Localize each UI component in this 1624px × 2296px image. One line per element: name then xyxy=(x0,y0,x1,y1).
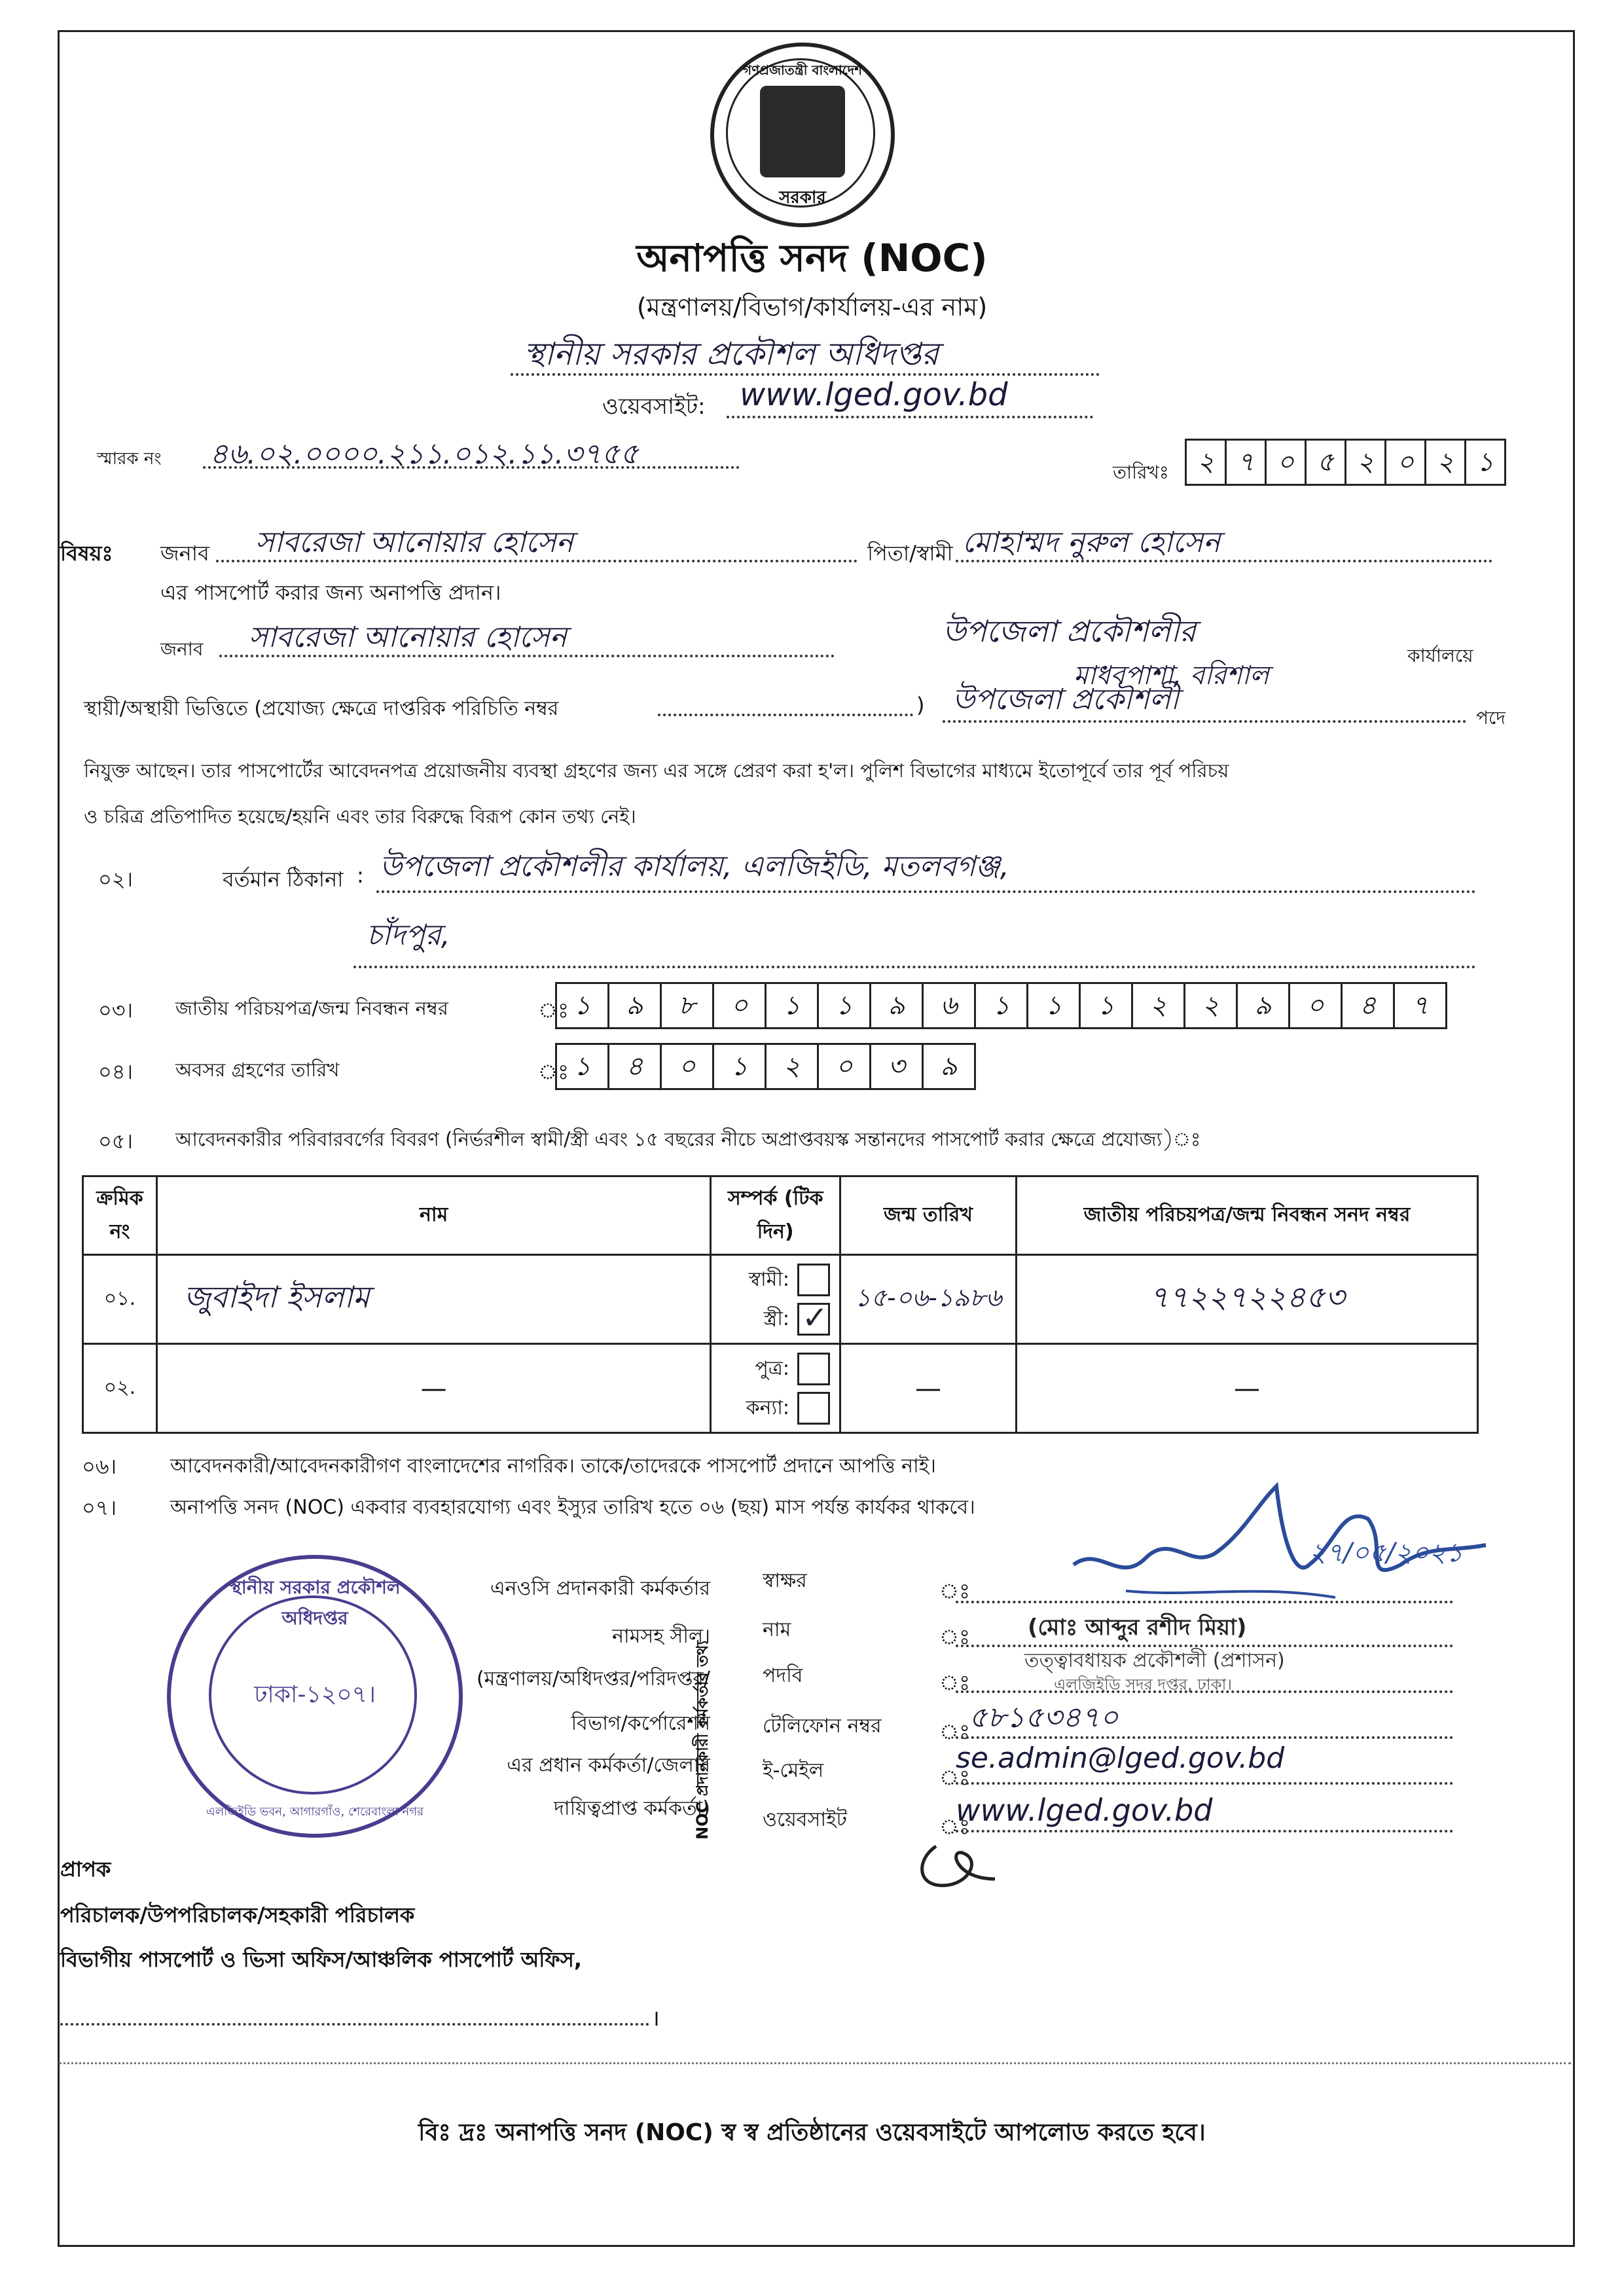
recipient-line-2: বিভাগীয় পাসপোর্ট ও ভিসা অফিস/আঞ্চলিক পাসপোর্ট অফিস, xyxy=(60,1947,583,1972)
digit-box: ১ xyxy=(819,984,871,1027)
item-02-label: বর্তমান ঠিকানা xyxy=(223,867,344,892)
field-email-value: se.admin@lged.gov.bd xyxy=(956,1741,1285,1775)
item-03-number: ০৩। xyxy=(98,998,134,1023)
digit-box: ৩ xyxy=(871,1045,924,1088)
relation-label-son: পুত্র: xyxy=(755,1357,790,1380)
row-nid: — xyxy=(1016,1344,1477,1433)
item-05-number: ০৫। xyxy=(98,1129,134,1154)
row-name: জুবাইদা ইসলাম xyxy=(156,1255,710,1344)
digit-box: ১ xyxy=(714,1045,767,1088)
relation-label-daughter: কন্যা: xyxy=(746,1396,790,1419)
government-emblem xyxy=(710,43,895,227)
row-nid: ৭৭২২৭২২৪৫৩ xyxy=(1016,1255,1477,1344)
office-handwritten-2: মাধবপাশা, বরিশাল xyxy=(1074,661,1269,691)
header-serial: ক্রমিক নং xyxy=(83,1176,157,1255)
website-label: ওয়েবসাইট: xyxy=(602,393,706,420)
signature-date: ২৭/০৫/২০২১ xyxy=(1309,1538,1463,1568)
officer-stamp-designation: তত্ত্বাবধায়ক প্রকৌশলী (প্রশাসন) xyxy=(1024,1649,1285,1672)
digit-box: ১ xyxy=(1477,447,1494,477)
digit-box: ২ xyxy=(1185,984,1238,1027)
wife-checkbox[interactable] xyxy=(797,1303,830,1336)
paragraph-line-2: ও চরিত্র প্রতিপাদিত হয়েছে/হয়নি এবং তার বিরুদ্ধে বিরূপ কোন তথ্য নেই। xyxy=(84,805,636,828)
date-label: তারিখঃ xyxy=(1113,462,1169,483)
address-line-1: উপজেলা প্রকৌশলীর কার্যালয়, এলজিইডি, মতলবগঞ্জ, xyxy=(380,850,1009,883)
field-website-value: www.lged.gov.bd xyxy=(956,1793,1213,1828)
officer-stamp-name: (মোঃ আব্দুর রশীদ মিয়া) xyxy=(1028,1614,1247,1641)
field-telephone-label: টেলিফোন নম্বর xyxy=(763,1715,882,1738)
emblem-top-text: গণপ্রজাতন্ত্রী বাংলাদেশ xyxy=(742,62,863,78)
officer-stamp-office: এলজিইডি সদর দপ্তর, ঢাকা। xyxy=(1054,1675,1233,1694)
header-name: নাম xyxy=(156,1176,710,1255)
seal-center-text: ঢাকা-১২০৭। xyxy=(254,1681,376,1708)
initial-mark xyxy=(910,1833,1001,1899)
table-row xyxy=(83,1255,1478,1344)
digit-box: ২ xyxy=(1426,441,1466,484)
family-table xyxy=(82,1175,1479,1434)
issuer-line-6: দায়িত্বপ্রাপ্ত কর্মকর্তা) xyxy=(554,1797,710,1820)
paragraph-line-1: নিযুক্ত আছেন। তার পাসপোর্টের আবেদনপত্র প্রয়োজনীয় ব্যবস্থা গ্রহণের জন্য এর সঙ্গে প্রেরণ করা হ'ল। পুলিশ বিভাগের মাধ্যমে ইতোপূর্বে তার পূর্ব পরিচয় xyxy=(84,759,1229,782)
digit-box: ০ xyxy=(1290,984,1343,1027)
field-signature-label: স্বাক্ষর xyxy=(763,1569,807,1592)
daughter-checkbox[interactable] xyxy=(797,1392,830,1425)
recipient-line-1: পরিচালক/উপপরিচালক/সহকারী পরিচালক xyxy=(60,1903,415,1927)
document-title: অনাপত্তি সনদ (NOC) xyxy=(636,236,988,280)
row-dob: — xyxy=(840,1344,1017,1433)
item-06-text: আবেদনকারী/আবেদনকারীগণ বাংলাদেশের নাগরিক। তাকে/তাদেরকে পাসপোর্ট প্রদানে আপত্তি নাই। xyxy=(170,1455,937,1478)
issuer-line-2: নামসহ সীল। xyxy=(612,1625,710,1648)
document-subtitle: (মন্ত্রণালয়/বিভাগ/কার্যালয়-এর নাম) xyxy=(636,293,988,321)
field-website-label: ওয়েবসাইট xyxy=(763,1808,847,1831)
father-label: পিতা/স্বামী xyxy=(867,541,953,566)
issuer-line-4: বিভাগ/কর্পোরেশন xyxy=(571,1712,710,1735)
digit-box: ৪ xyxy=(609,1045,662,1088)
mr-label-2: জনাব xyxy=(160,638,204,660)
digit-box: ৮ xyxy=(662,984,714,1027)
applicant-name-handwritten-2: সাবরেজা আনোয়ার হোসেন xyxy=(249,621,567,654)
field-name-label: নাম xyxy=(763,1618,791,1641)
header-relation: সম্পর্ক (টিক দিন) xyxy=(711,1176,840,1255)
digit-box: ৭ xyxy=(1411,991,1429,1021)
digit-box: ১ xyxy=(976,984,1028,1027)
field-email-label: ই-মেইল xyxy=(763,1759,824,1782)
issuer-line-1: এনওসি প্রদানকারী কর্মকর্তার xyxy=(490,1577,710,1600)
memo-number: ৪৬.০২.০০০০.২১১.০১২.১১.৩৭৫৫ xyxy=(209,437,639,471)
digit-box: ৯ xyxy=(871,984,924,1027)
item-03-label: জাতীয় পরিচয়পত্র/জন্ম নিবন্ধন নম্বর xyxy=(175,997,448,1019)
side-vertical-label: NOC প্রদানকারী কর্মকর্তার তথ্য xyxy=(693,1640,712,1840)
emblem-bottom-text: সরকার xyxy=(779,188,826,208)
footer-divider xyxy=(59,2062,1571,2064)
digit-box: ৪ xyxy=(1343,984,1395,1027)
permanent-text: স্থায়ী/অস্থায়ী ভিত্তিতে (প্রযোজ্য ক্ষেত্রে দাপ্তরিক পরিচিতি নম্বর xyxy=(84,697,559,720)
father-name-handwritten: মোহাম্মদ নুরুল হোসেন xyxy=(962,526,1221,559)
office-suffix: কার্যালয়ে xyxy=(1407,645,1473,666)
digit-box: ১ xyxy=(557,984,609,1027)
item-05-label: আবেদনকারীর পরিবারবর্গের বিবরণ (নির্ভরশীল স্বামী/স্ত্রী এবং ১৫ বছরের নীচে অপ্রাপ্তবয়স্ক সন্তানদের পাসপোর্ট করার ক্ষেত্রে প্রযোজ্য)ঃ xyxy=(175,1128,1201,1150)
recipient-label: প্রাপক xyxy=(60,1857,111,1882)
field-designation-label: পদবি xyxy=(763,1664,803,1687)
item-06-number: ০৬। xyxy=(82,1454,117,1479)
item-02-number: ০২। xyxy=(98,867,134,892)
subject-label: বিষয়ঃ xyxy=(60,541,113,566)
address-line-2: চাঁদপুর, xyxy=(367,919,450,952)
header-dob: জন্ম তারিখ xyxy=(840,1176,1017,1255)
issuer-line-3: (মন্ত্রণালয়/অধিদপ্তর/পরিদপ্তর/ xyxy=(476,1667,710,1690)
relation-label-husband: স্বামী: xyxy=(748,1267,790,1291)
husband-checkbox[interactable] xyxy=(797,1264,830,1296)
office-handwritten: উপজেলা প্রকৌশলীর xyxy=(943,613,1197,649)
table-row xyxy=(83,1344,1478,1433)
digit-box: ০ xyxy=(662,1045,714,1088)
digit-box: ২ xyxy=(1187,441,1227,484)
item-04-label: অবসর গ্রহণের তারিখ xyxy=(175,1059,340,1081)
item-04-number: ০৪। xyxy=(98,1059,134,1084)
row-serial: ০২. xyxy=(83,1344,157,1433)
post-suffix: পদে xyxy=(1476,707,1506,729)
subject-rest: এর পাসপোর্ট করার জন্য অনাপত্তি প্রদান। xyxy=(160,580,501,605)
digit-box: ০ xyxy=(714,984,767,1027)
row-name: — xyxy=(156,1344,710,1433)
nid-digit-boxes xyxy=(555,982,1447,1029)
digit-box: ১ xyxy=(767,984,819,1027)
digit-box: ৫ xyxy=(1307,441,1346,484)
relation-label-wife: স্ত্রী: xyxy=(763,1307,790,1330)
digit-box: ১ xyxy=(1028,984,1081,1027)
digit-box: ১ xyxy=(557,1045,609,1088)
memo-label: স্মারক নং xyxy=(97,449,162,469)
issuer-line-5: এর প্রধান কর্মকর্তা/জেলার xyxy=(507,1754,710,1777)
seal-ring-text: স্থানীয় সরকার প্রকৌশল অধিদপ্তর xyxy=(229,1576,401,1629)
digit-box: ০ xyxy=(819,1045,871,1088)
retirement-digit-boxes xyxy=(555,1043,976,1090)
row-dob: ১৫-০৬-১৯৮৬ xyxy=(840,1255,1017,1344)
item-07-number: ০৭। xyxy=(82,1495,117,1520)
header-nid: জাতীয় পরিচয়পত্র/জন্ম নিবন্ধন সনদ নম্বর xyxy=(1016,1176,1477,1255)
digit-box: ৬ xyxy=(924,984,976,1027)
digit-box: ৭ xyxy=(1227,441,1267,484)
digit-box: ৯ xyxy=(609,984,662,1027)
seal-bottom-text: এলজিইডি ভবন, আগারগাঁও, শেরেবাংলা নগর xyxy=(206,1805,424,1819)
applicant-name-handwritten: সাবরেজা আনোয়ার হোসেন xyxy=(255,526,573,559)
mr-label: জনাব xyxy=(160,541,209,566)
digit-box: ২ xyxy=(1346,441,1386,484)
digit-box: ১ xyxy=(1081,984,1133,1027)
item-07-text: অনাপত্তি সনদ (NOC) একবার ব্যবহারযোগ্য এবং ইস্যুর তারিখ হতে ০৬ (ছয়) মাস পর্যন্ত কার্যকর থাকবে। xyxy=(170,1496,975,1519)
digit-box: ৯ xyxy=(1238,984,1290,1027)
website-value: www.lged.gov.bd xyxy=(740,376,1008,413)
recipient-close: । xyxy=(651,2005,660,2032)
permanent-close: ) xyxy=(916,693,925,718)
digit-box: ৯ xyxy=(940,1051,958,1082)
digit-box: ২ xyxy=(767,1045,819,1088)
footer-note: বিঃ দ্রঃ অনাপত্তি সনদ (NOC) স্ব স্ব প্রতিষ্ঠানের ওয়েবসাইটে আপলোড করতে হবে। xyxy=(418,2119,1206,2146)
office-name-handwritten: স্থানীয় সরকার প্রকৌশল অধিদপ্তর xyxy=(524,336,939,373)
field-telephone-value: ৫৮১৫৩৪৭০ xyxy=(969,1701,1119,1734)
digit-box: ০ xyxy=(1386,441,1426,484)
digit-box: ২ xyxy=(1133,984,1185,1027)
son-checkbox[interactable] xyxy=(797,1353,830,1385)
row-serial: ০১. xyxy=(83,1255,157,1344)
post-handwritten: উপজেলা প্রকৌশলী xyxy=(952,683,1180,716)
digit-box: ০ xyxy=(1267,441,1307,484)
date-digit-boxes xyxy=(1185,439,1506,486)
